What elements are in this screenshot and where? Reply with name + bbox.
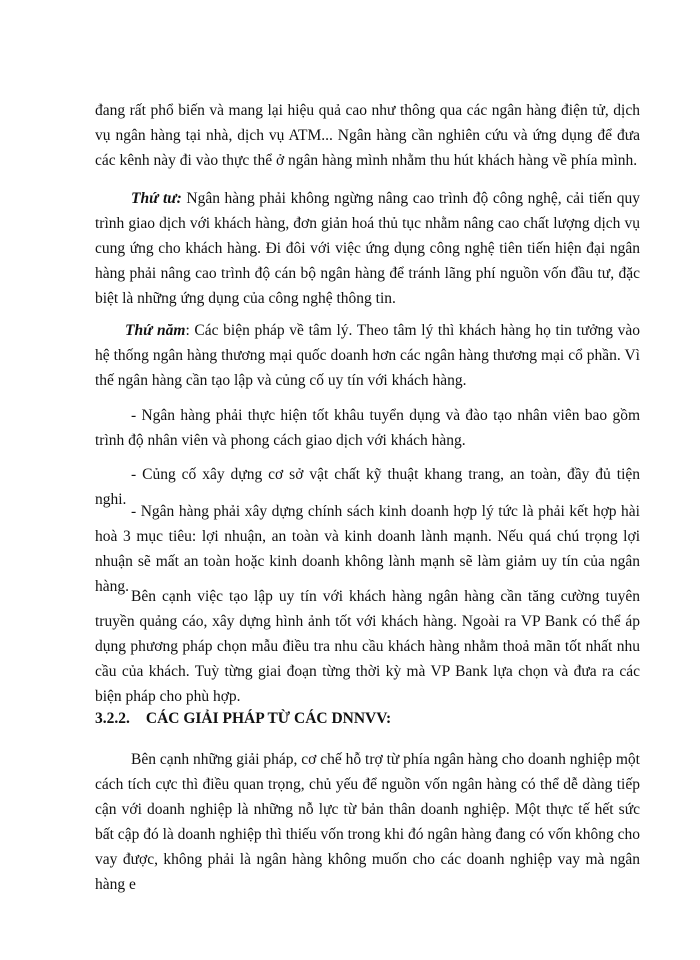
paragraph-reputation-text: Bên cạnh việc tạo lập uy tín với khách hàng ngân hàng cần tăng cường tuyên truyền quảng cáo, xây dựng hình ảnh tốt với khách hàng. Ngoài ra VP Bank có thể áp dụng phương pháp chọn mẫu điều tra nhu cầu khách hàng nhằm thoả mãn tốt nhất nhu cầu của khách. Tuỳ từng giai đoạn từng thời kỳ mà VP Bank lựa chọn và đưa ra các biện pháp cho phù hợp. — [95, 588, 640, 705]
paragraph-thu-nam-text: : Các biện pháp về tâm lý. Theo tâm lý thì khách hàng họ tin tưởng vào hệ thống ngân hàng thương mại quốc doanh hơn các ngân hàng thương mại cổ phần. Vì thế ngân hàng cần tạo lập và củng cố uy tín với khách hàng. — [95, 322, 640, 389]
bullet-recruitment-text: - Ngân hàng phải thực hiện tốt khâu tuyển dụng và đào tạo nhân viên bao gồm trình độ nhân viên và phong cách giao dịch với khách hàng. — [95, 407, 640, 449]
paragraph-thu-nam-lead: Thứ năm — [125, 322, 186, 339]
paragraph-thu-nam — [95, 318, 640, 393]
paragraph-thu-tu-text: Ngân hàng phải không ngừng nâng cao trình độ công nghệ, cải tiến quy trình giao dịch với khách hàng, đơn giản hoá thủ tục nhằm nâng cao chất lượng dịch vụ cung ứng cho khách hàng. Đi đôi với việc ứng dụng công nghệ tiên tiến hiện đại ngân hàng phải nâng cao trình độ cán bộ ngân hàng để tránh lãng phí nguồn vốn đầu tư, đặc biệt là những ứng dụng của công nghệ thông tin. — [95, 190, 640, 307]
paragraph-reputation — [95, 584, 640, 709]
paragraph-closing — [95, 747, 640, 897]
bullet-infrastructure-text: - Củng cố xây dựng cơ sở vật chất kỹ thuật khang trang, an toàn, đầy đủ tiện nghi. — [95, 466, 640, 508]
paragraph-closing-text: Bên cạnh những giải pháp, cơ chế hỗ trợ từ phía ngân hàng cho doanh nghiệp một cách tích cực thì điều quan trọng, chủ yếu để nguồn vốn ngân hàng có thể dễ dàng tiếp cận với doanh nghiệp là những nỗ lực từ bản thân doanh nghiệp. Một thực tế hết sức bất cập đó là doanh nghiệp thì thiếu vốn trong khi đó ngân hàng đang có vốn không cho vay được, không phải là ngân hàng không muốn cho các doanh nghiệp vay mà ngân hàng e — [95, 751, 640, 893]
paragraph-intro-text: đang rất phổ biến và mang lại hiệu quả cao như thông qua các ngân hàng điện tử, dịch vụ ngân hàng tại nhà, dịch vụ ATM... Ngân hàng cần nghiên cứu và ứng dụng để đưa các kênh này đi vào thực thể ở ngân hàng mình nhằm thu hút khách hàng về phía mình. — [95, 102, 640, 169]
paragraph-thu-tu-lead: Thứ tư: — [131, 190, 182, 207]
section-heading — [95, 710, 391, 728]
paragraph-thu-tu — [95, 186, 640, 311]
section-title: CÁC GIẢI PHÁP TỪ CÁC DNNVV: — [145, 710, 392, 727]
section-number: 3.2.2. — [95, 710, 130, 727]
bullet-policy-text: - Ngân hàng phải xây dựng chính sách kinh doanh hợp lý tức là phải kết hợp hài hoà 3 mục tiêu: lợi nhuận, an toàn và kinh doanh lành mạnh. Nếu quá chú trọng lợi nhuận sẽ mất an toàn hoặc kinh doanh không lành mạnh sẽ làm giảm uy tín của ngân hàng. — [95, 503, 640, 595]
bullet-recruitment — [95, 403, 640, 453]
paragraph-intro — [95, 98, 640, 173]
